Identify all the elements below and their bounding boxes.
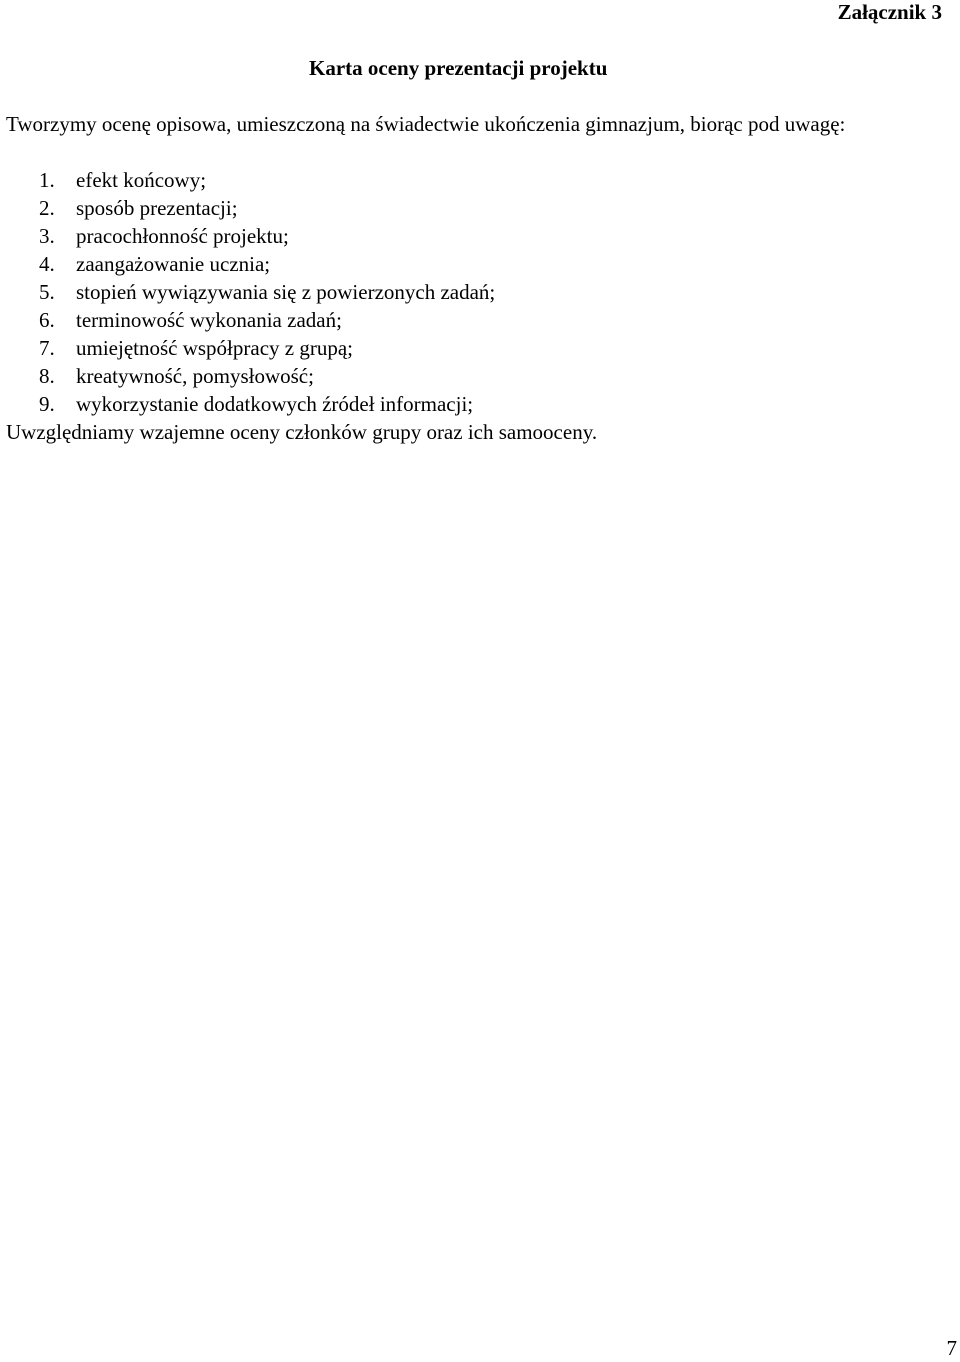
- criteria-list: [39, 166, 495, 418]
- list-text: pracochłonność projektu;: [76, 224, 289, 248]
- list-item: [39, 194, 495, 222]
- list-text: wykorzystanie dodatkowych źródeł informacji;: [76, 392, 474, 416]
- page-number: 7: [946, 1336, 957, 1360]
- list-item: [39, 166, 495, 194]
- document-title: Karta oceny prezentacji projektu: [309, 56, 608, 80]
- list-number: 9.: [39, 392, 55, 416]
- list-item: [39, 250, 495, 278]
- list-item: [39, 306, 495, 334]
- list-number: 2.: [39, 196, 55, 220]
- list-number: 4.: [39, 252, 55, 276]
- list-item: [39, 278, 495, 306]
- list-item: [39, 362, 495, 390]
- list-number: 6.: [39, 308, 55, 332]
- list-text: umiejętność współpracy z grupą;: [76, 336, 353, 360]
- closing-paragraph: Uwzględniamy wzajemne oceny członków grupy oraz ich samooceny.: [6, 420, 598, 444]
- list-text: sposób prezentacji;: [76, 196, 238, 220]
- list-number: 5.: [39, 280, 55, 304]
- list-number: 8.: [39, 364, 55, 388]
- list-number: 7.: [39, 336, 55, 360]
- intro-paragraph: Tworzymy ocenę opisowa, umieszczoną na świadectwie ukończenia gimnazjum, biorąc pod uwagę:: [6, 112, 846, 136]
- attachment-label: Załącznik 3: [837, 0, 942, 24]
- list-text: stopień wywiązywania się z powierzonych zadań;: [76, 280, 496, 304]
- list-item: [39, 334, 495, 362]
- list-item: [39, 390, 495, 418]
- list-text: zaangażowanie ucznia;: [76, 252, 271, 276]
- list-text: efekt końcowy;: [76, 168, 207, 192]
- list-text: terminowość wykonania zadań;: [76, 308, 342, 332]
- list-item: [39, 222, 495, 250]
- list-number: 3.: [39, 224, 55, 248]
- list-number: 1.: [39, 168, 55, 192]
- list-text: kreatywność, pomysłowość;: [76, 364, 314, 388]
